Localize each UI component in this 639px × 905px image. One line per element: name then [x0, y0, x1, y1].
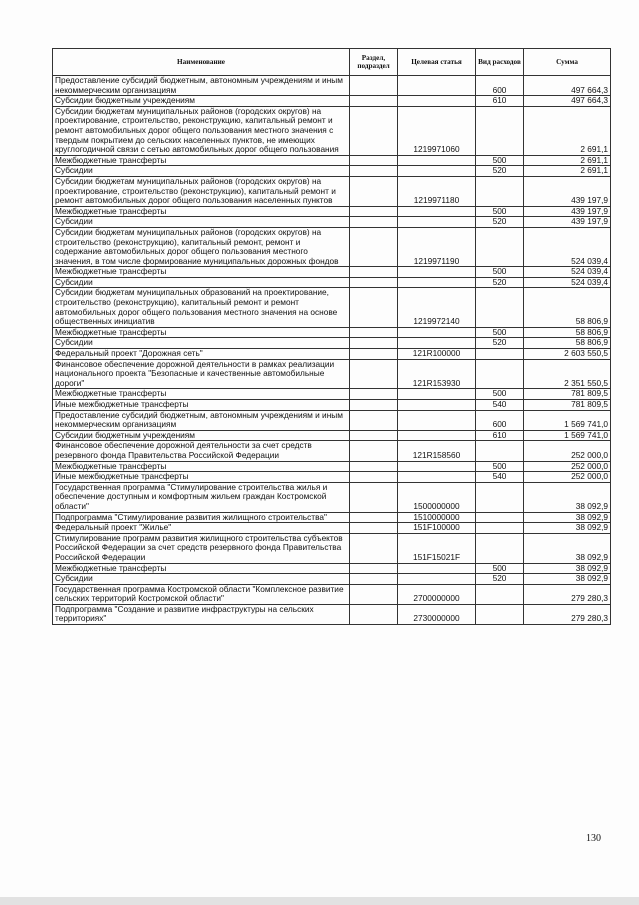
cell-sum: 1 569 741,0	[524, 430, 611, 441]
cell-kind	[476, 482, 524, 512]
cell-section	[350, 430, 398, 441]
table-row	[53, 523, 611, 534]
cell-kind: 610	[476, 96, 524, 107]
cell-name: Предоставление субсидий бюджетным, автономным учреждениям и иным некоммерческим организациям	[53, 410, 350, 430]
cell-name: Межбюджетные трансферты	[53, 206, 350, 217]
cell-sum: 38 092,9	[524, 512, 611, 523]
cell-sum: 2 691,1	[524, 106, 611, 155]
cell-target: 1219971190	[398, 227, 476, 266]
header-row	[53, 49, 611, 76]
cell-sum: 439 197,9	[524, 217, 611, 228]
cell-section	[350, 584, 398, 604]
table-row	[53, 155, 611, 166]
cell-section	[350, 563, 398, 574]
cell-name: Стимулирование программ развития жилищного строительства субъектов Российской Федерации за счет средств резервного фонда Правительства Российской Федерации	[53, 533, 350, 563]
cell-sum: 279 280,3	[524, 584, 611, 604]
cell-sum: 2 691,1	[524, 155, 611, 166]
cell-target: 1219971180	[398, 176, 476, 206]
cell-kind	[476, 106, 524, 155]
cell-sum: 497 664,3	[524, 76, 611, 96]
cell-sum: 58 806,9	[524, 288, 611, 327]
cell-kind	[476, 359, 524, 389]
cell-kind	[476, 441, 524, 461]
table-row	[53, 359, 611, 389]
cell-target	[398, 338, 476, 349]
cell-section	[350, 441, 398, 461]
table-row	[53, 389, 611, 400]
cell-section	[350, 482, 398, 512]
cell-target: 2700000000	[398, 584, 476, 604]
cell-target	[398, 267, 476, 278]
cell-kind: 520	[476, 338, 524, 349]
header-section: Раздел, подраздел	[350, 49, 398, 76]
table-row	[53, 166, 611, 177]
cell-kind: 600	[476, 410, 524, 430]
cell-name: Субсидии бюджетным учреждениям	[53, 96, 350, 107]
cell-name: Межбюджетные трансферты	[53, 155, 350, 166]
cell-sum: 38 092,9	[524, 563, 611, 574]
cell-kind: 500	[476, 267, 524, 278]
page-number: 130	[586, 833, 601, 844]
cell-name: Межбюджетные трансферты	[53, 461, 350, 472]
cell-sum: 2 691,1	[524, 166, 611, 177]
cell-section	[350, 176, 398, 206]
cell-sum: 2 351 550,5	[524, 359, 611, 389]
cell-sum: 1 569 741,0	[524, 410, 611, 430]
cell-kind: 500	[476, 461, 524, 472]
cell-name: Субсидии бюджетам муниципальных районов (городских округов) на строительство (реконструкцию), капитальный ремонт, ремонт и содержание автомобильных дорог общего пользования местного значения, в том числе формирование муниципальных дорожных фондов	[53, 227, 350, 266]
cell-name: Государственная программа Костромской области "Комплексное развитие сельских территорий Костромской области"	[53, 584, 350, 604]
header-name: Наименование	[53, 49, 350, 76]
cell-kind	[476, 349, 524, 360]
cell-sum: 781 809,5	[524, 389, 611, 400]
cell-target	[398, 155, 476, 166]
cell-section	[350, 288, 398, 327]
cell-sum: 38 092,9	[524, 482, 611, 512]
cell-target: 151F15021F	[398, 533, 476, 563]
table-row	[53, 563, 611, 574]
cell-sum: 439 197,9	[524, 176, 611, 206]
cell-kind	[476, 512, 524, 523]
cell-target	[398, 389, 476, 400]
cell-kind: 500	[476, 327, 524, 338]
cell-target: 1219971060	[398, 106, 476, 155]
cell-target	[398, 410, 476, 430]
table-row	[53, 604, 611, 624]
cell-sum: 781 809,5	[524, 400, 611, 411]
table-row	[53, 338, 611, 349]
cell-target	[398, 563, 476, 574]
cell-name: Финансовое обеспечение дорожной деятельности в рамках реализации национального проекта "Безопасные и качественные автомобильные дороги"	[53, 359, 350, 389]
cell-sum: 38 092,9	[524, 574, 611, 585]
cell-kind: 520	[476, 574, 524, 585]
budget-table	[52, 48, 611, 625]
cell-section	[350, 533, 398, 563]
cell-section	[350, 166, 398, 177]
cell-kind: 610	[476, 430, 524, 441]
cell-name: Субсидии бюджетам муниципальных районов (городских округов) на проектирование, строительство (реконструкцию), капитальный ремонт и ремонт автомобильных дорог общего пользования населенных пунктов	[53, 176, 350, 206]
cell-sum: 58 806,9	[524, 338, 611, 349]
cell-target: 1510000000	[398, 512, 476, 523]
cell-target	[398, 461, 476, 472]
cell-section	[350, 155, 398, 166]
cell-name: Межбюджетные трансферты	[53, 327, 350, 338]
cell-sum: 279 280,3	[524, 604, 611, 624]
cell-sum: 524 039,4	[524, 277, 611, 288]
cell-section	[350, 472, 398, 483]
cell-section	[350, 461, 398, 472]
cell-sum: 38 092,9	[524, 523, 611, 534]
cell-name: Финансовое обеспечение дорожной деятельности за счет средств резервного фонда Правительства Российской Федерации	[53, 441, 350, 461]
table-row	[53, 96, 611, 107]
table-row	[53, 327, 611, 338]
cell-name: Субсидии бюджетам муниципальных образований на проектирование, строительство (реконструкцию), капитальный ремонт и ремонт автомобильных дорог общего пользования местного значения на основе общественных инициатив	[53, 288, 350, 327]
cell-kind	[476, 584, 524, 604]
cell-kind	[476, 288, 524, 327]
cell-target: 151F100000	[398, 523, 476, 534]
table-row	[53, 430, 611, 441]
cell-section	[350, 410, 398, 430]
cell-section	[350, 400, 398, 411]
cell-kind	[476, 533, 524, 563]
cell-section	[350, 512, 398, 523]
cell-kind: 500	[476, 206, 524, 217]
cell-name: Субсидии	[53, 217, 350, 228]
cell-kind: 520	[476, 217, 524, 228]
cell-kind	[476, 176, 524, 206]
cell-name: Субсидии	[53, 574, 350, 585]
cell-section	[350, 523, 398, 534]
cell-sum: 252 000,0	[524, 461, 611, 472]
cell-section	[350, 217, 398, 228]
cell-target: 121R158560	[398, 441, 476, 461]
cell-kind: 520	[476, 277, 524, 288]
cell-target: 1219972140	[398, 288, 476, 327]
cell-section	[350, 277, 398, 288]
table-row	[53, 574, 611, 585]
table-row	[53, 512, 611, 523]
table-row	[53, 267, 611, 278]
cell-section	[350, 604, 398, 624]
cell-kind: 540	[476, 400, 524, 411]
header-target: Целевая статья	[398, 49, 476, 76]
cell-target	[398, 400, 476, 411]
cell-target: 2730000000	[398, 604, 476, 624]
header-sum: Сумма	[524, 49, 611, 76]
cell-section	[350, 96, 398, 107]
cell-name: Подпрограмма "Создание и развитие инфраструктуры на сельских территориях"	[53, 604, 350, 624]
cell-kind: 520	[476, 166, 524, 177]
cell-kind: 600	[476, 76, 524, 96]
cell-target	[398, 327, 476, 338]
scan-bottom-edge	[0, 897, 639, 905]
cell-kind: 500	[476, 155, 524, 166]
cell-name: Субсидии бюджетным учреждениям	[53, 430, 350, 441]
cell-name: Межбюджетные трансферты	[53, 267, 350, 278]
cell-section	[350, 206, 398, 217]
cell-sum: 524 039,4	[524, 267, 611, 278]
table-row	[53, 76, 611, 96]
table-body	[53, 76, 611, 625]
cell-target	[398, 76, 476, 96]
cell-name: Подпрограмма "Стимулирование развития жилищного строительства"	[53, 512, 350, 523]
header-kind: Вид расходов	[476, 49, 524, 76]
cell-sum: 439 197,9	[524, 206, 611, 217]
table-row	[53, 441, 611, 461]
cell-kind: 500	[476, 389, 524, 400]
cell-name: Федеральный проект "Дорожная сеть"	[53, 349, 350, 360]
cell-target: 121R100000	[398, 349, 476, 360]
cell-sum: 252 000,0	[524, 472, 611, 483]
cell-target	[398, 430, 476, 441]
cell-name: Субсидии бюджетам муниципальных районов (городских округов) на проектирование, строительство, реконструкцию, капитальный ремонт и ремонт автомобильных дорог общего пользования местного значения с твердым покрытием до сельских населенных пунктов, не имеющих круглогодичной связи с сетью автомобильных дорог общего пользования	[53, 106, 350, 155]
table-row	[53, 106, 611, 155]
table-row	[53, 584, 611, 604]
cell-section	[350, 267, 398, 278]
table-row	[53, 482, 611, 512]
cell-sum: 38 092,9	[524, 533, 611, 563]
cell-section	[350, 574, 398, 585]
cell-sum: 497 664,3	[524, 96, 611, 107]
cell-name: Государственная программа "Стимулирование строительства жилья и обеспечение доступным и комфортным жильем граждан Костромской области"	[53, 482, 350, 512]
cell-target	[398, 206, 476, 217]
cell-target: 121R153930	[398, 359, 476, 389]
cell-kind: 540	[476, 472, 524, 483]
table-row	[53, 227, 611, 266]
table-header	[53, 49, 611, 76]
cell-section	[350, 106, 398, 155]
table-row	[53, 277, 611, 288]
cell-kind	[476, 227, 524, 266]
cell-section	[350, 327, 398, 338]
cell-target	[398, 574, 476, 585]
cell-section	[350, 338, 398, 349]
cell-section	[350, 359, 398, 389]
table-row	[53, 410, 611, 430]
cell-sum: 2 603 550,5	[524, 349, 611, 360]
table-row	[53, 176, 611, 206]
cell-name: Субсидии	[53, 277, 350, 288]
cell-name: Субсидии	[53, 166, 350, 177]
cell-kind	[476, 523, 524, 534]
cell-sum: 252 000,0	[524, 441, 611, 461]
table-row	[53, 472, 611, 483]
cell-section	[350, 76, 398, 96]
table-row	[53, 461, 611, 472]
cell-name: Предоставление субсидий бюджетным, автономным учреждениям и иным некоммерческим организациям	[53, 76, 350, 96]
cell-target	[398, 96, 476, 107]
table-row	[53, 349, 611, 360]
cell-kind: 500	[476, 563, 524, 574]
cell-name: Субсидии	[53, 338, 350, 349]
table-row	[53, 288, 611, 327]
cell-target: 1500000000	[398, 482, 476, 512]
cell-name: Межбюджетные трансферты	[53, 563, 350, 574]
cell-name: Иные межбюджетные трансферты	[53, 472, 350, 483]
cell-kind	[476, 604, 524, 624]
cell-target	[398, 217, 476, 228]
table-row	[53, 533, 611, 563]
cell-target	[398, 166, 476, 177]
cell-name: Федеральный проект "Жилье"	[53, 523, 350, 534]
cell-sum: 58 806,9	[524, 327, 611, 338]
cell-name: Межбюджетные трансферты	[53, 389, 350, 400]
cell-target	[398, 472, 476, 483]
cell-target	[398, 277, 476, 288]
cell-section	[350, 227, 398, 266]
cell-sum: 524 039,4	[524, 227, 611, 266]
table-row	[53, 400, 611, 411]
cell-section	[350, 389, 398, 400]
cell-name: Иные межбюджетные трансферты	[53, 400, 350, 411]
cell-section	[350, 349, 398, 360]
table-row	[53, 217, 611, 228]
table-row	[53, 206, 611, 217]
